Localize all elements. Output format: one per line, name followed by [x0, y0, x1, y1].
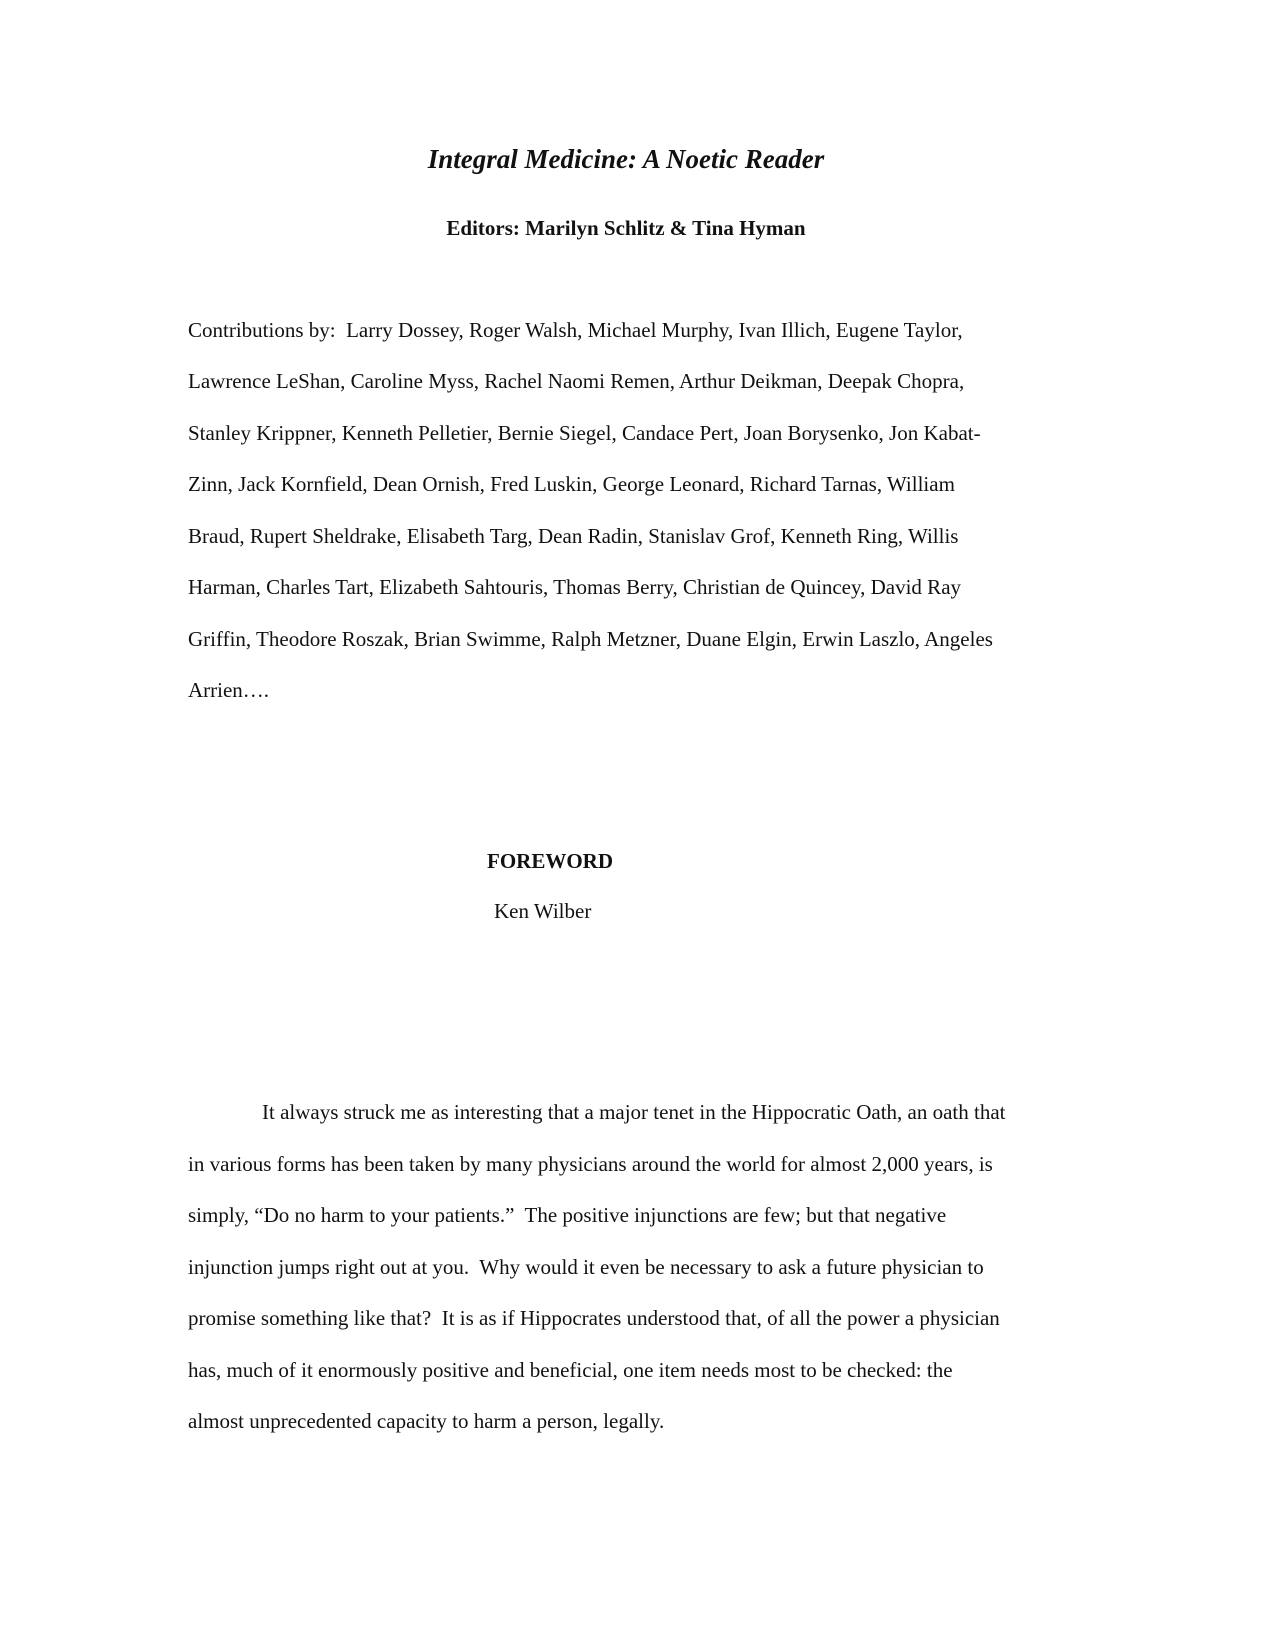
body-line: injunction jumps right out at you. Why would it even be necessary to ask a future physician to [188, 1255, 984, 1279]
contributors-line: Harman, Charles Tart, Elizabeth Sahtouris, Thomas Berry, Christian de Quincey, David Ray [188, 575, 962, 599]
foreword-heading: FOREWORD [487, 849, 613, 873]
body-line: in various forms has been taken by many physicians around the world for almost 2,000 years, is [188, 1152, 993, 1176]
body-line: promise something like that? It is as if Hippocrates understood that, of all the power a physician [188, 1306, 1000, 1330]
contributors-line: Stanley Krippner, Kenneth Pelletier, Bernie Siegel, Candace Pert, Joan Borysenko, Jon Kabat- [188, 421, 981, 445]
editors-line: Editors: Marilyn Schlitz & Tina Hyman [446, 216, 806, 240]
contributors-line: Arrien…. [188, 678, 270, 702]
body-line: almost unprecedented capacity to harm a person, legally. [188, 1409, 665, 1433]
body-line: has, much of it enormously positive and beneficial, one item needs most to be checked: the [188, 1358, 953, 1382]
contributors-line: Griffin, Theodore Roszak, Brian Swimme, Ralph Metzner, Duane Elgin, Erwin Laszlo, Angeles [188, 627, 993, 651]
contributors-line: Lawrence LeShan, Caroline Myss, Rachel Naomi Remen, Arthur Deikman, Deepak Chopra, [188, 369, 965, 393]
contributors-line: Contributions by: Larry Dossey, Roger Walsh, Michael Murphy, Ivan Illich, Eugene Taylor, [188, 318, 963, 342]
book-title: Integral Medicine: A Noetic Reader [427, 144, 825, 174]
contributors-line: Zinn, Jack Kornfield, Dean Ornish, Fred Luskin, George Leonard, Richard Tarnas, William [188, 472, 955, 496]
foreword-author: Ken Wilber [494, 899, 592, 923]
body-line: It always struck me as interesting that a major tenet in the Hippocratic Oath, an oath that [262, 1100, 1006, 1124]
contributors-line: Braud, Rupert Sheldrake, Elisabeth Targ, Dean Radin, Stanislav Grof, Kenneth Ring, Willis [188, 524, 959, 548]
body-line: simply, “Do no harm to your patients.” The positive injunctions are few; but that negative [188, 1203, 947, 1227]
